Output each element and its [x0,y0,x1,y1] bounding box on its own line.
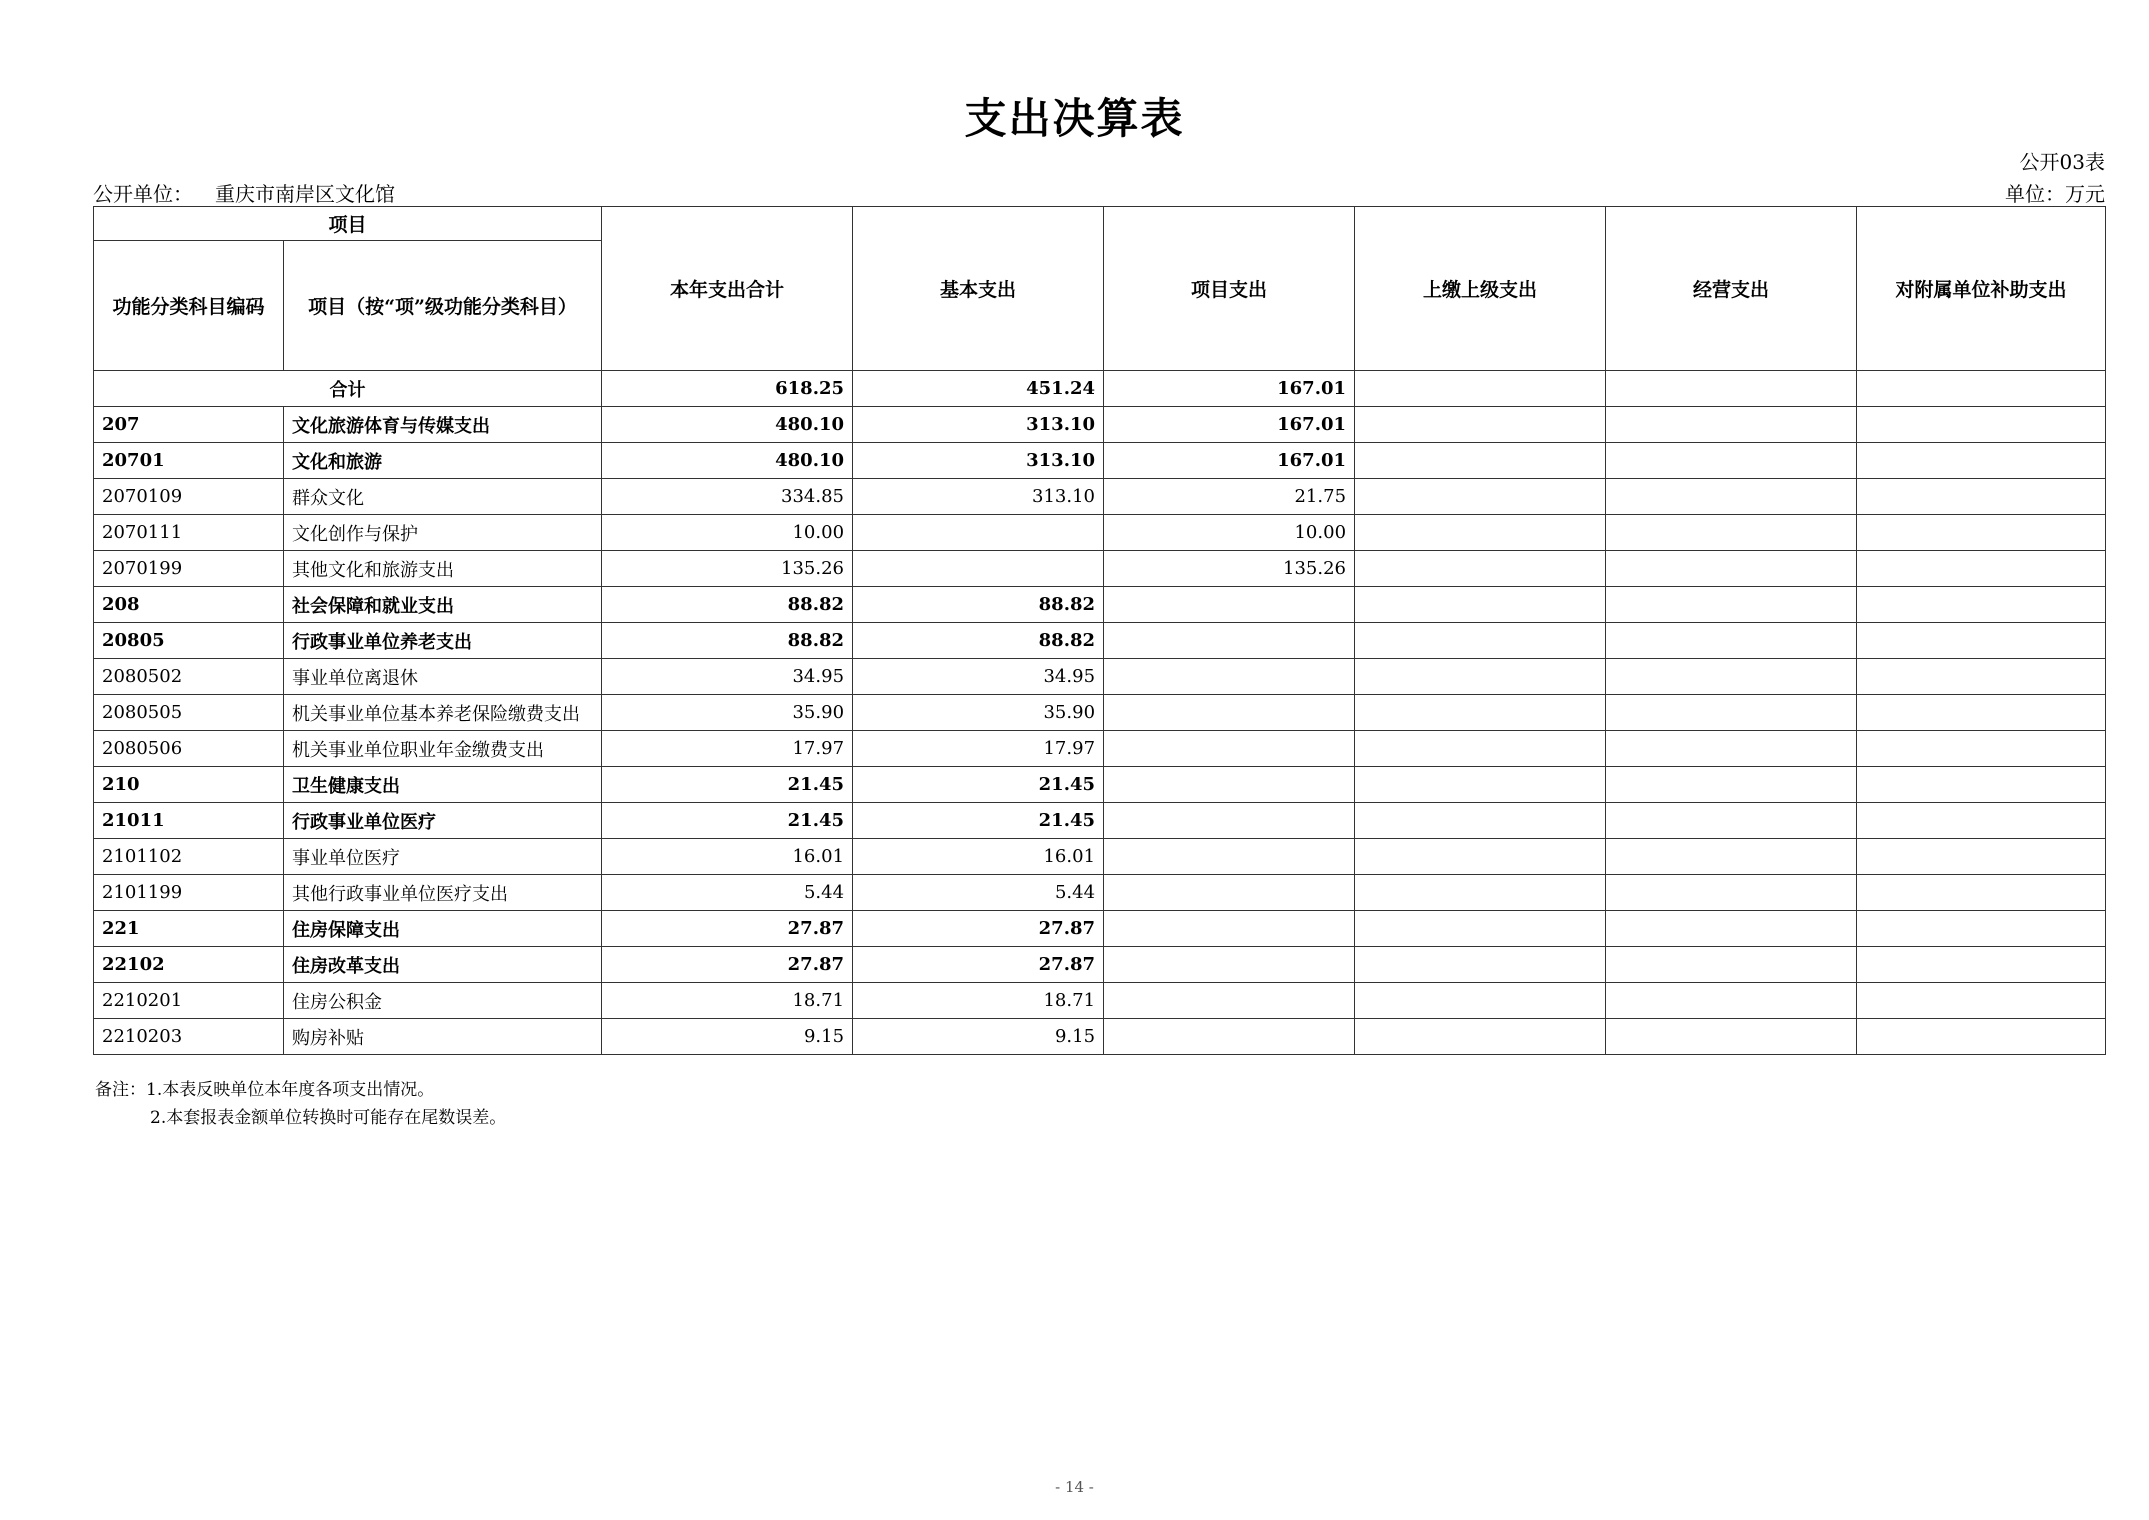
table-row [94,479,2106,515]
total-cell-project: 167.01 [1104,371,1355,407]
table-row [94,623,2106,659]
row-project [1104,587,1355,623]
row-subsidy [1857,947,2106,983]
table-row [94,515,2106,551]
row-basic: 35.90 [853,695,1104,731]
row-subsidy [1857,875,2106,911]
page-title: 支出决算表 [964,94,1185,143]
money-unit: 单位：万元 [2005,182,2105,206]
row-subsidy [1857,1019,2106,1055]
row-operating [1606,443,1857,479]
row-code: 2101102 [94,839,284,875]
table-row [94,911,2106,947]
row-project [1104,1019,1355,1055]
row-name: 群众文化 [284,479,602,515]
total-cell-remit [1355,371,1606,407]
row-total: 27.87 [602,911,853,947]
row-total: 88.82 [602,587,853,623]
row-total: 480.10 [602,407,853,443]
row-operating [1606,875,1857,911]
row-basic: 16.01 [853,839,1104,875]
row-name: 住房公积金 [284,983,602,1019]
row-project [1104,911,1355,947]
table-row [94,551,2106,587]
row-operating [1606,767,1857,803]
row-name: 社会保障和就业支出 [284,587,602,623]
row-basic: 17.97 [853,731,1104,767]
row-total: 5.44 [602,875,853,911]
row-code: 2070199 [94,551,284,587]
note-line-2: 2.本套报表金额单位转换时可能存在尾数误差。 [150,1108,507,1128]
row-code: 2210203 [94,1019,284,1055]
row-operating [1606,623,1857,659]
row-operating [1606,731,1857,767]
row-name: 住房保障支出 [284,911,602,947]
row-subsidy [1857,551,2106,587]
row-name: 文化和旅游 [284,443,602,479]
row-code: 2080506 [94,731,284,767]
row-operating [1606,911,1857,947]
note-line-1: 备注：1.本表反映单位本年度各项支出情况。 [95,1080,435,1100]
table-row [94,407,2106,443]
total-cell-basic: 451.24 [853,371,1104,407]
header-code: 功能分类科目编码 [94,241,284,371]
row-name: 文化创作与保护 [284,515,602,551]
row-code: 20805 [94,623,284,659]
row-project [1104,875,1355,911]
row-remit [1355,515,1606,551]
row-code: 210 [94,767,284,803]
header-project: 项目支出 [1104,207,1355,371]
total-cell-subsidy [1857,371,2106,407]
row-name: 机关事业单位职业年金缴费支出 [284,731,602,767]
row-operating [1606,695,1857,731]
header-item-group: 项目 [94,207,602,241]
form-number: 公开03表 [2019,150,2105,174]
row-project: 167.01 [1104,443,1355,479]
row-remit [1355,443,1606,479]
row-operating [1606,479,1857,515]
row-remit [1355,1019,1606,1055]
table-row [94,587,2106,623]
table-row [94,443,2106,479]
row-operating [1606,983,1857,1019]
row-operating [1606,659,1857,695]
row-operating [1606,551,1857,587]
row-basic: 9.15 [853,1019,1104,1055]
table-row [94,659,2106,695]
row-basic: 18.71 [853,983,1104,1019]
row-project [1104,695,1355,731]
row-remit [1355,479,1606,515]
row-basic: 5.44 [853,875,1104,911]
row-code: 2080505 [94,695,284,731]
row-name: 事业单位离退休 [284,659,602,695]
row-remit [1355,551,1606,587]
row-remit [1355,587,1606,623]
row-operating [1606,839,1857,875]
row-basic [853,515,1104,551]
row-project: 135.26 [1104,551,1355,587]
row-subsidy [1857,587,2106,623]
row-code: 20701 [94,443,284,479]
row-remit [1355,839,1606,875]
row-subsidy [1857,695,2106,731]
row-operating [1606,803,1857,839]
row-basic: 34.95 [853,659,1104,695]
row-basic: 27.87 [853,911,1104,947]
row-name: 机关事业单位基本养老保险缴费支出 [284,695,602,731]
row-subsidy [1857,623,2106,659]
row-remit [1355,731,1606,767]
row-code: 2070111 [94,515,284,551]
row-code: 2210201 [94,983,284,1019]
row-total: 135.26 [602,551,853,587]
row-subsidy [1857,479,2106,515]
row-basic: 88.82 [853,623,1104,659]
row-name: 其他文化和旅游支出 [284,551,602,587]
table-row [94,839,2106,875]
row-total: 34.95 [602,659,853,695]
row-basic: 313.10 [853,407,1104,443]
table-row [94,983,2106,1019]
table-row [94,767,2106,803]
row-name: 文化旅游体育与传媒支出 [284,407,602,443]
row-total: 21.45 [602,803,853,839]
row-total: 17.97 [602,731,853,767]
row-total: 35.90 [602,695,853,731]
row-project [1104,803,1355,839]
row-total: 21.45 [602,767,853,803]
row-basic: 21.45 [853,767,1104,803]
row-remit [1355,767,1606,803]
row-project: 21.75 [1104,479,1355,515]
row-remit [1355,911,1606,947]
row-name: 行政事业单位医疗 [284,803,602,839]
row-basic [853,551,1104,587]
total-row [94,371,2106,407]
row-project [1104,839,1355,875]
row-project [1104,767,1355,803]
row-subsidy [1857,983,2106,1019]
row-total: 16.01 [602,839,853,875]
row-total: 18.71 [602,983,853,1019]
row-project: 10.00 [1104,515,1355,551]
expenditure-table [93,206,2106,1055]
total-label: 合计 [94,371,602,407]
row-basic: 313.10 [853,443,1104,479]
total-cell-operating [1606,371,1857,407]
table-row [94,803,2106,839]
row-code: 207 [94,407,284,443]
row-total: 480.10 [602,443,853,479]
row-total: 88.82 [602,623,853,659]
row-basic: 313.10 [853,479,1104,515]
row-subsidy [1857,443,2106,479]
row-subsidy [1857,839,2106,875]
row-project: 167.01 [1104,407,1355,443]
table-row [94,1019,2106,1055]
row-operating [1606,587,1857,623]
row-remit [1355,407,1606,443]
row-code: 208 [94,587,284,623]
row-remit [1355,659,1606,695]
row-operating [1606,947,1857,983]
row-subsidy [1857,515,2106,551]
row-total: 9.15 [602,1019,853,1055]
table-row [94,695,2106,731]
row-total: 334.85 [602,479,853,515]
header-basic: 基本支出 [853,207,1104,371]
row-project [1104,947,1355,983]
row-total: 27.87 [602,947,853,983]
row-name: 事业单位医疗 [284,839,602,875]
row-subsidy [1857,731,2106,767]
row-name: 住房改革支出 [284,947,602,983]
row-remit [1355,623,1606,659]
row-remit [1355,695,1606,731]
total-cell-total: 618.25 [602,371,853,407]
row-operating [1606,407,1857,443]
row-project [1104,983,1355,1019]
organization-name: 重庆市南岸区文化馆 [215,182,395,206]
header-remit: 上缴上级支出 [1355,207,1606,371]
header-operating: 经营支出 [1606,207,1857,371]
row-name: 卫生健康支出 [284,767,602,803]
row-subsidy [1857,911,2106,947]
reporting-unit [93,178,395,207]
reporting-unit-label: 公开单位： [93,182,193,206]
header-total: 本年支出合计 [602,207,853,371]
row-name: 购房补贴 [284,1019,602,1055]
page-number: - 14 - [1055,1478,1094,1496]
row-basic: 21.45 [853,803,1104,839]
row-name: 其他行政事业单位医疗支出 [284,875,602,911]
row-subsidy [1857,407,2106,443]
row-code: 2070109 [94,479,284,515]
table-row [94,731,2106,767]
row-project [1104,659,1355,695]
row-code: 2080502 [94,659,284,695]
header-subsidy: 对附属单位补助支出 [1857,207,2106,371]
row-subsidy [1857,659,2106,695]
table-row [94,947,2106,983]
row-remit [1355,947,1606,983]
row-code: 221 [94,911,284,947]
table-row [94,875,2106,911]
row-project [1104,731,1355,767]
row-remit [1355,983,1606,1019]
row-operating [1606,515,1857,551]
header-name: 项目（按“项”级功能分类科目） [284,241,602,371]
row-basic: 88.82 [853,587,1104,623]
row-code: 21011 [94,803,284,839]
row-remit [1355,803,1606,839]
notes [95,1076,506,1132]
row-project [1104,623,1355,659]
row-subsidy [1857,803,2106,839]
row-code: 22102 [94,947,284,983]
row-subsidy [1857,767,2106,803]
row-basic: 27.87 [853,947,1104,983]
row-name: 行政事业单位养老支出 [284,623,602,659]
row-code: 2101199 [94,875,284,911]
row-total: 10.00 [602,515,853,551]
row-operating [1606,1019,1857,1055]
row-remit [1355,875,1606,911]
